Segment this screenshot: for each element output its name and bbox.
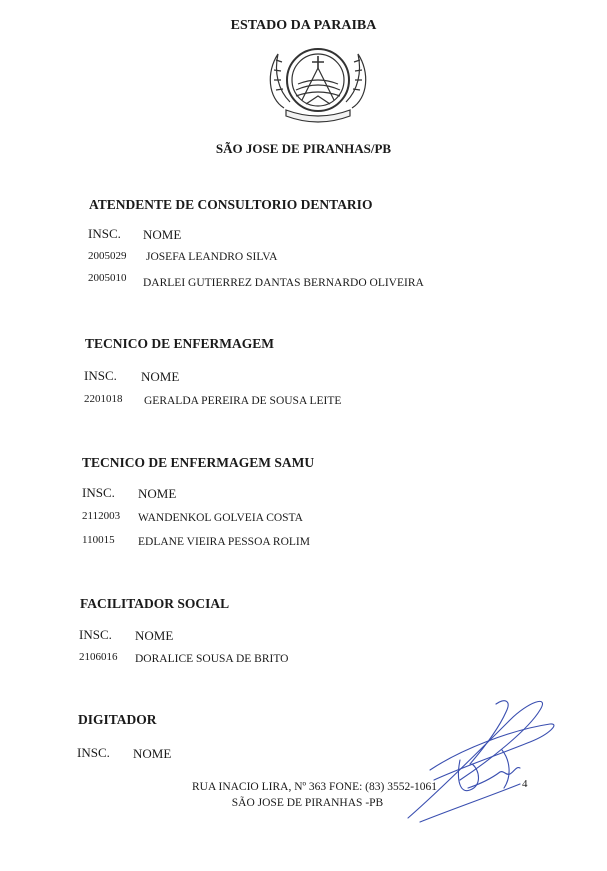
section-title: DIGITADOR [78,712,157,727]
column-insc-header: INSC. [82,485,115,500]
registration-number: 2005029 [88,250,127,262]
section-title: TECNICO DE ENFERMAGEM SAMU [82,455,315,470]
column-nome-header: NOME [143,227,182,242]
registration-number: 2112003 [82,510,121,522]
registration-number: 2201018 [84,393,123,405]
candidate-name: JOSEFA LEANDRO SILVA [146,251,278,263]
candidate-name: GERALDA PEREIRA DE SOUSA LEITE [144,395,342,407]
registration-number: 2106016 [79,651,118,663]
candidate-name: DARLEI GUTIERREZ DANTAS BERNARDO OLIVEIRA [143,277,424,289]
candidate-name: WANDENKOL GOLVEIA COSTA [138,512,303,524]
registration-number: 2005010 [88,272,127,284]
column-insc-header: INSC. [79,627,112,642]
city-subtitle: SÃO JOSE DE PIRANHAS/PB [215,141,392,156]
column-nome-header: NOME [135,628,174,643]
municipal-crest-icon [262,38,374,126]
column-insc-header: INSC. [84,368,117,383]
footer-address: RUA INACIO LIRA, Nº 363 FONE: (83) 3552-1061 [191,781,438,793]
candidate-name: EDLANE VIEIRA PESSOA ROLIM [138,536,310,548]
candidate-name: DORALICE SOUSA DE BRITO [135,653,289,665]
signature-icon [400,690,570,830]
state-title: ESTADO DA PARAIBA [230,18,377,33]
section-title: ATENDENTE DE CONSULTORIO DENTARIO [89,197,373,212]
column-insc-header: INSC. [77,745,110,760]
section-title: FACILITADOR SOCIAL [80,596,230,611]
column-nome-header: NOME [141,369,180,384]
section-title: TECNICO DE ENFERMAGEM [85,336,275,351]
footer-city: SÃO JOSE DE PIRANHAS -PB [231,797,384,809]
column-nome-header: NOME [138,486,177,501]
column-nome-header: NOME [133,746,172,761]
registration-number: 110015 [82,534,115,546]
page-number: 4 [522,778,528,790]
column-insc-header: INSC. [88,226,121,241]
